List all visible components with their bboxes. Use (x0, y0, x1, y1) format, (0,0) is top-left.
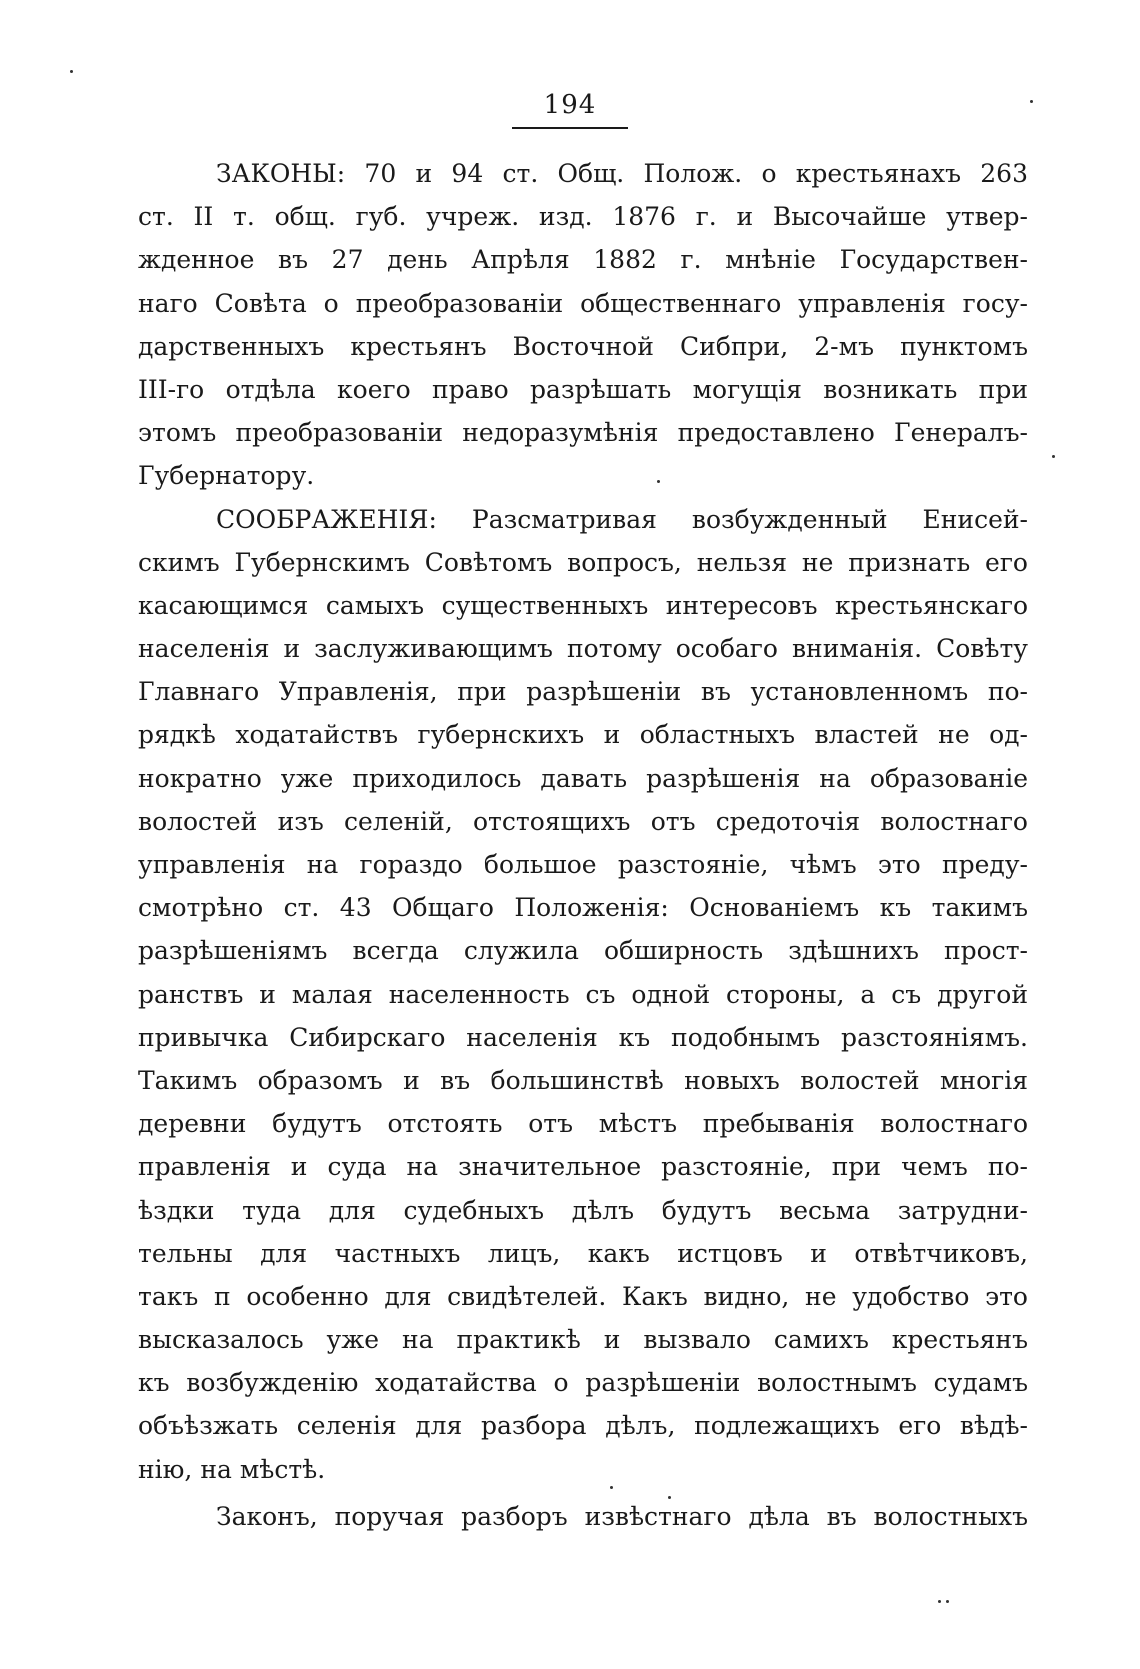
paragraph-laws-line: этомъ преобразованіи недоразумѣнія предоставлено Генералъ- (138, 418, 1028, 448)
paragraph-laws-line: наго Совѣта о преобразованіи общественнаго управленія госу- (138, 288, 1028, 318)
scan-speck (946, 1600, 949, 1603)
paragraph-laws-line: III-го отдѣла коего право разрѣшать могущія возникать при (138, 374, 1028, 404)
scan-speck (938, 1600, 941, 1603)
paragraph-considerations-line: объѣзжать селенія для разбора дѣлъ, подлежащихъ его вѣдѣ- (138, 1411, 1028, 1441)
paragraph-laws-line: Губернатору. (138, 461, 315, 491)
paragraph-laws-line: ЗАКОНЫ: 70 и 94 ст. Общ. Полож. о крестьянахъ 263 (216, 159, 1028, 188)
paragraph-considerations-line: касающимся самыхъ существенныхъ интересовъ крестьянскаго (138, 590, 1028, 620)
paragraph-considerations-line: такъ п особенно для свидѣтелей. Какъ видно, не удобство это (138, 1281, 1028, 1311)
scan-speck (610, 1486, 613, 1489)
page-number: 194 (543, 90, 597, 120)
paragraph-considerations-line: тельны для частныхъ лицъ, какъ истцовъ и отвѣтчиковъ, (138, 1238, 1028, 1268)
paragraph-considerations-line: волостей изъ селеній, отстоящихъ отъ средоточія волостнаго (138, 806, 1028, 836)
paragraph-considerations-line: деревни будутъ отстоять отъ мѣстъ пребыванія волостнаго (138, 1109, 1028, 1139)
scan-speck (1052, 455, 1055, 458)
paragraph-considerations-line: привычка Сибирскаго населенія къ подобнымъ разстояніямъ. (138, 1022, 1028, 1052)
paragraph-considerations-line: скимъ Губернскимъ Совѣтомъ вопросъ, нельзя не признать его (138, 547, 1028, 577)
paragraph-considerations-line: Главнаго Управленія, при разрѣшеніи въ установленномъ по- (138, 677, 1028, 707)
paragraph-considerations-line: смотрѣно ст. 43 Общаго Положенія: Основаніемъ къ такимъ (138, 893, 1028, 923)
body-text (138, 152, 1028, 1538)
paragraph-laws-line: ст. II т. общ. губ. учреж. изд. 1876 г. и Высочайше утвер- (138, 202, 1028, 232)
paragraph-considerations-line: управленія на гораздо большое разстояніе, чѣмъ это преду- (138, 850, 1028, 879)
scan-speck (70, 70, 73, 73)
page-number-rule (512, 127, 628, 129)
scan-speck (1030, 100, 1033, 103)
paragraph-considerations-line: рядкѣ ходатайствъ губернскихъ и областныхъ властей не од- (138, 720, 1028, 750)
paragraph-considerations-line: Такимъ образомъ и въ большинствѣ новыхъ волостей многія (138, 1065, 1028, 1095)
paragraph-law-continued-line: Законъ, поручая разборъ извѣстнаго дѣла въ волостныхъ (216, 1501, 1028, 1531)
paragraph-considerations-line: къ возбужденію ходатайства о разрѣшеніи волостнымъ судамъ (138, 1368, 1028, 1398)
paragraph-considerations-line: СООБРАЖЕНІЯ: Разсматривая возбужденный Енисей- (216, 504, 1028, 534)
paragraph-considerations-line: нократно уже приходилось давать разрѣшенія на образованіе (138, 763, 1028, 793)
paragraph-considerations-line: нію, на мѣстѣ. (138, 1454, 326, 1484)
scan-speck (668, 1496, 671, 1499)
paragraph-considerations-line: населенія и заслуживающимъ потому особаго вниманія. Совѣту (138, 634, 1028, 664)
scan-speck (657, 480, 660, 483)
paragraph-laws-line: дарственныхъ крестьянъ Восточной Сибпри, 2-мъ пунктомъ (138, 331, 1028, 361)
paragraph-laws-line: жденное въ 27 день Апрѣля 1882 г. мнѣніе Государствен- (138, 245, 1028, 275)
paragraph-considerations-line: ѣздки туда для судебныхъ дѣлъ будутъ весьма затрудни- (138, 1195, 1028, 1225)
paragraph-considerations-line: правленія и суда на значительное разстояніе, при чемъ по- (138, 1152, 1028, 1182)
paragraph-considerations-line: разрѣшеніямъ всегда служила обширность здѣшнихъ прост- (138, 936, 1028, 966)
paragraph-considerations-line: ранствъ и малая населенность съ одной стороны, а съ другой (138, 979, 1028, 1009)
paragraph-considerations-line: высказалось уже на практикѣ и вызвало самихъ крестьянъ (138, 1325, 1028, 1355)
